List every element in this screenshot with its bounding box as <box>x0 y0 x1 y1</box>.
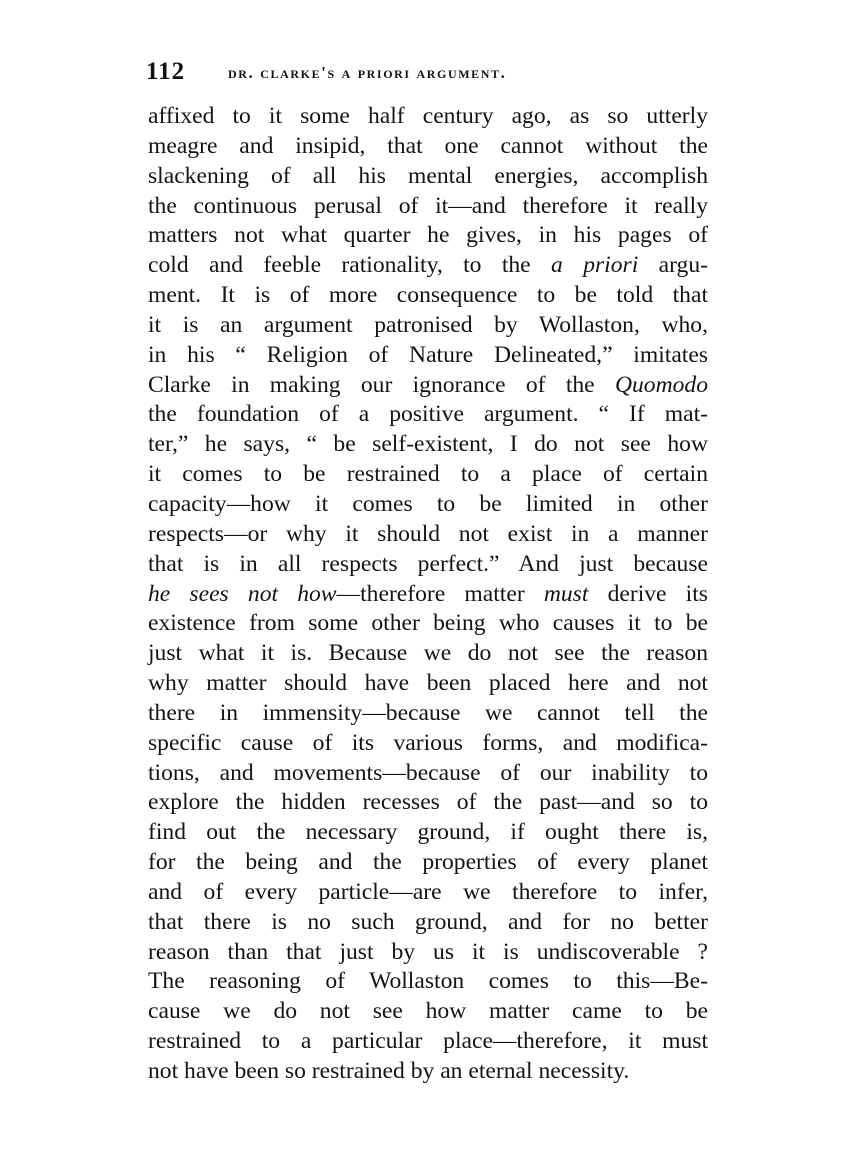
text-line: capacity—how it comes to be limited in other <box>148 490 708 517</box>
text-line: in his “ Religion of Nature Delineated,” imitates <box>148 341 708 368</box>
text-line: restrained to a particular place—therefore, it must <box>148 1028 708 1055</box>
text-line: affixed to it some half century ago, as so utterly <box>148 103 708 129</box>
text-line: that there is no such ground, and for no better <box>148 908 708 935</box>
text-line: not have been so restrained by an eternal necessity. <box>148 1058 630 1084</box>
text-line: the foundation of a positive argument. “ If mat- <box>148 401 708 428</box>
text-line: the continuous perusal of it—and therefore it really <box>148 192 708 219</box>
text-line: specific cause of its various forms, and modifica- <box>148 729 708 756</box>
text-line: it comes to be restrained to a place of certain <box>148 461 708 488</box>
text-line: cause we do not see how matter came to be <box>148 998 708 1025</box>
text-line: for the being and the properties of every planet <box>148 849 708 876</box>
body-text <box>148 102 708 1087</box>
text-line: find out the necessary ground, if ought there is, <box>148 819 708 846</box>
text-line: Clarke in making our ignorance of the Quomodo <box>148 371 708 398</box>
text-line: The reasoning of Wollaston comes to this—Be- <box>148 968 708 995</box>
text-line: meagre and insipid, that one cannot without the <box>148 132 708 159</box>
text-line: ter,” he says, “ be self-existent, I do not see how <box>148 431 708 458</box>
text-line: explore the hidden recesses of the past—and so to <box>148 789 708 816</box>
text-line: and of every particle—are we therefore to infer, <box>148 878 708 905</box>
text-line: matters not what quarter he gives, in his pages of <box>148 222 708 249</box>
text-line: why matter should have been placed here and not <box>148 670 708 697</box>
text-line: slackening of all his mental energies, accomplish <box>148 162 708 189</box>
text-line: ment. It is of more consequence to be told that <box>148 282 708 309</box>
text-line: existence from some other being who causes it to be <box>148 610 708 637</box>
text-line: he sees not how—therefore matter must derive its <box>148 580 708 607</box>
text-line: just what it is. Because we do not see the reason <box>148 640 708 667</box>
text-line: that is in all respects perfect.” And just because <box>148 550 708 577</box>
text-line: respects—or why it should not exist in a manner <box>148 520 708 547</box>
text-line: tions, and movements—because of our inability to <box>148 759 708 786</box>
text-line: reason than that just by us it is undiscoverable ? <box>148 938 708 965</box>
text-line: cold and feeble rationality, to the a priori argu- <box>148 252 708 279</box>
page-header <box>146 58 706 90</box>
text-line: there in immensity—because we cannot tell the <box>148 699 708 726</box>
page-number: 112 <box>146 58 186 85</box>
running-head: dr. clarke's a priori argument. <box>228 63 507 82</box>
text-line: it is an argument patronised by Wollaston, who, <box>148 311 708 338</box>
